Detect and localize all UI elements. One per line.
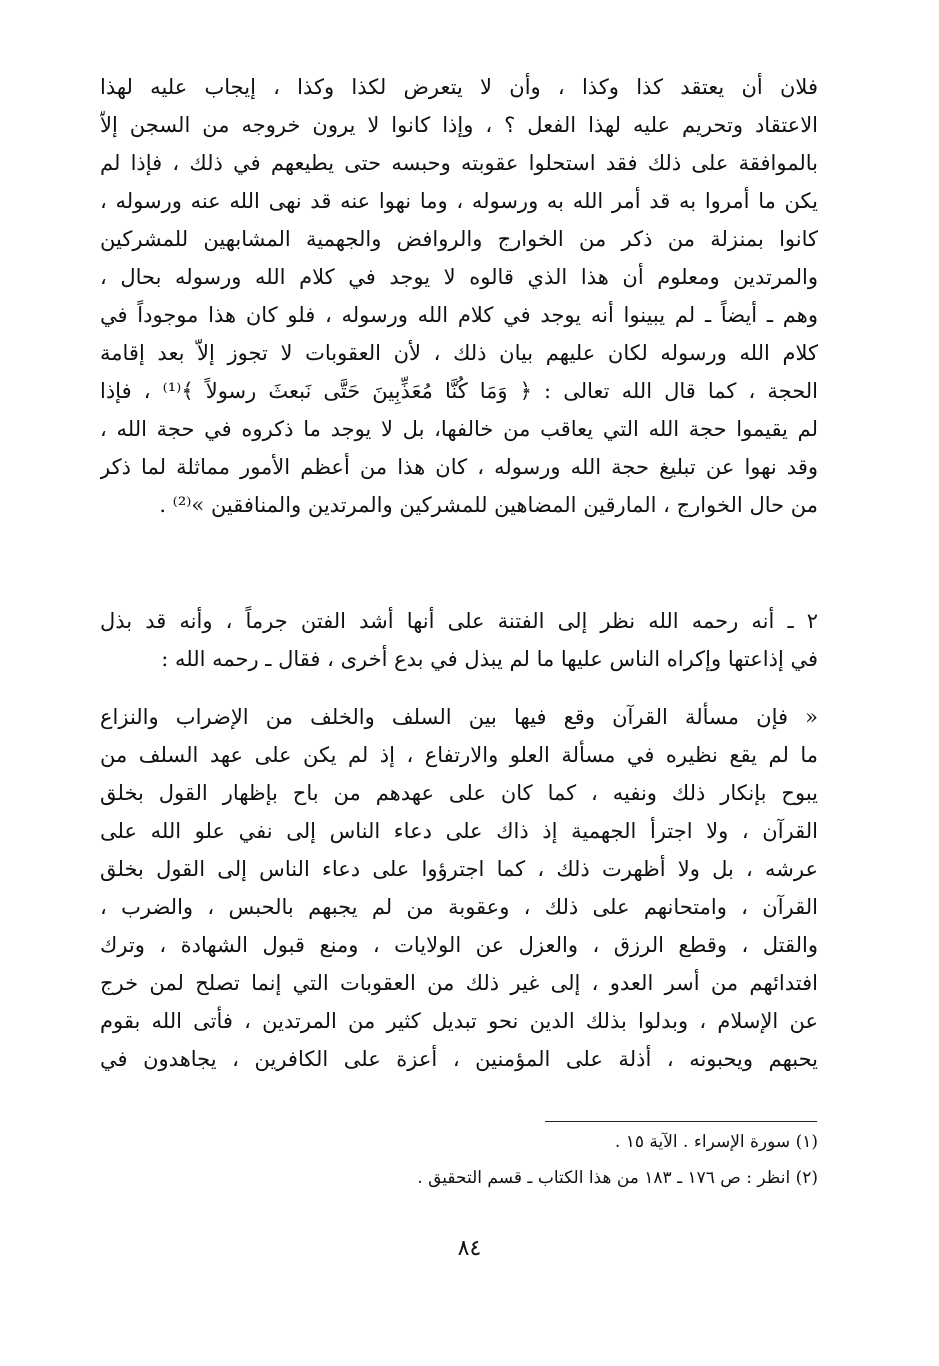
text-line: كانوا بمنزلة من ذكر من الخوارج والروافض والجهمية المشابهين للمشركين — [100, 227, 818, 251]
text-line: في إذاعتها وإكراه الناس عليها ما لم يبذل في بدع أخرى ، فقال ـ رحمه الله : — [161, 647, 818, 671]
text-line: وقد نهوا عن تبليغ حجة الله ورسوله ، كان هذا من أعظم الأمور مماثلة لما ذكر — [100, 455, 818, 479]
text-line: القرآن ، ولا اجترأ الجهمية إذ ذاك على دعاء الناس إلى نفي علو الله على — [100, 819, 818, 843]
text-line: كلام الله ورسوله لكان عليهم بيان ذلك ، لأن العقوبات لا تجوز إلاّ بعد إقامة — [100, 341, 818, 365]
text-line: ٢ ـ أنه رحمه الله نظر إلى الفتنة على أنها أشد الفتن جرماً ، وأنه قد بذل — [100, 609, 818, 633]
text-line: « فإن مسألة القرآن وقع فيها بين السلف والخلف من الإضراب والنزاع — [100, 705, 818, 729]
page-number: ٨٤ — [457, 1236, 482, 1261]
footnote-1: (١) سورة الإسراء . الآية ١٥ . — [614, 1132, 818, 1152]
paragraph-continuation — [100, 68, 818, 524]
text-line: والقتل ، وقطع الرزق ، والعزل عن الولايات ، ومنع قبول الشهادة ، وترك — [100, 933, 818, 957]
text-line: بالموافقة على ذلك فقد استحلوا عقوبته وحبسه حتى يطيعهم في ذلك ، فإذا لم — [100, 151, 818, 175]
text-line: والمرتدين ومعلوم أن هذا الذي قالوه لا يوجد في كلام الله ورسوله بحال ، — [100, 265, 818, 289]
text-line: القرآن ، وامتحانهم على ذلك ، وعقوبة من لم يجبهم بالحبس ، والضرب ، — [100, 895, 818, 919]
text-line: عن الإسلام ، وبدلوا بذلك الدين نحو تبديل كثير من المرتدين ، فأتى الله بقوم — [100, 1009, 818, 1033]
paragraph-quotation — [100, 698, 818, 1078]
footnote-separator — [545, 1121, 817, 1122]
text-line: ما لم يقع نظيره في مسألة العلو والارتفاع ، إذ لم يكن على عهد السلف من — [100, 743, 818, 767]
paragraph-point-two — [100, 602, 818, 678]
text-line: لم يقيموا حجة الله التي يعاقب من خالفها، بل لا يوجد ما ذكروه في حجة الله ، — [100, 417, 818, 441]
text-line: يبوح بإنكار ذلك ونفيه ، كما كان على عهدهم من باح بإظهار القول بخلق — [100, 781, 818, 805]
text-line: الاعتقاد وتحريم عليه لهذا الفعل ؟ ، وإذا كانوا لا يرون خروجه من السجن إلاّ — [100, 113, 818, 137]
text-line: يحبهم ويحبونه ، أذلة على المؤمنين ، أعزة على الكافرين ، يجاهدون في — [100, 1047, 818, 1071]
text-line: وهم ـ أيضاً ـ لم يبينوا أنه يوجد في كلام الله ورسوله ، فلو كان هذا موجوداً في — [100, 303, 818, 327]
footnote-2: (٢) انظر : ص ١٧٦ ـ ١٨٣ من هذا الكتاب ـ قسم التحقيق . — [417, 1168, 818, 1188]
text-line: من حال الخوارج ، المارقين المضاهين للمشركين والمرتدين والمنافقين »⁽²⁾ . — [159, 493, 818, 517]
text-line: عرشه ، بل ولا أظهرت ذلك ، كما اجترؤوا على دعاء الناس إلى القول بخلق — [100, 857, 818, 881]
text-line: يكن ما أمروا به قد أمر الله به ورسوله ، وما نهوا عنه قد نهى الله عنه ورسوله ، — [100, 189, 818, 213]
text-line: الحجة ، كما قال الله تعالى : ﴿ وَمَا كُنَّا مُعَذِّبِينَ حَتَّى نَبعثَ رسولاً ﴾⁽¹⁾ ، فإذا — [100, 379, 818, 403]
footnotes — [100, 1124, 818, 1196]
text-line: افتدائهم من أسر العدو ، إلى غير ذلك من العقوبات التي إنما تصلح لمن خرج — [100, 971, 818, 995]
text-line: فلان أن يعتقد كذا وكذا ، وأن لا يتعرض لكذا وكذا ، إيجاب عليه لهذا — [100, 75, 818, 99]
